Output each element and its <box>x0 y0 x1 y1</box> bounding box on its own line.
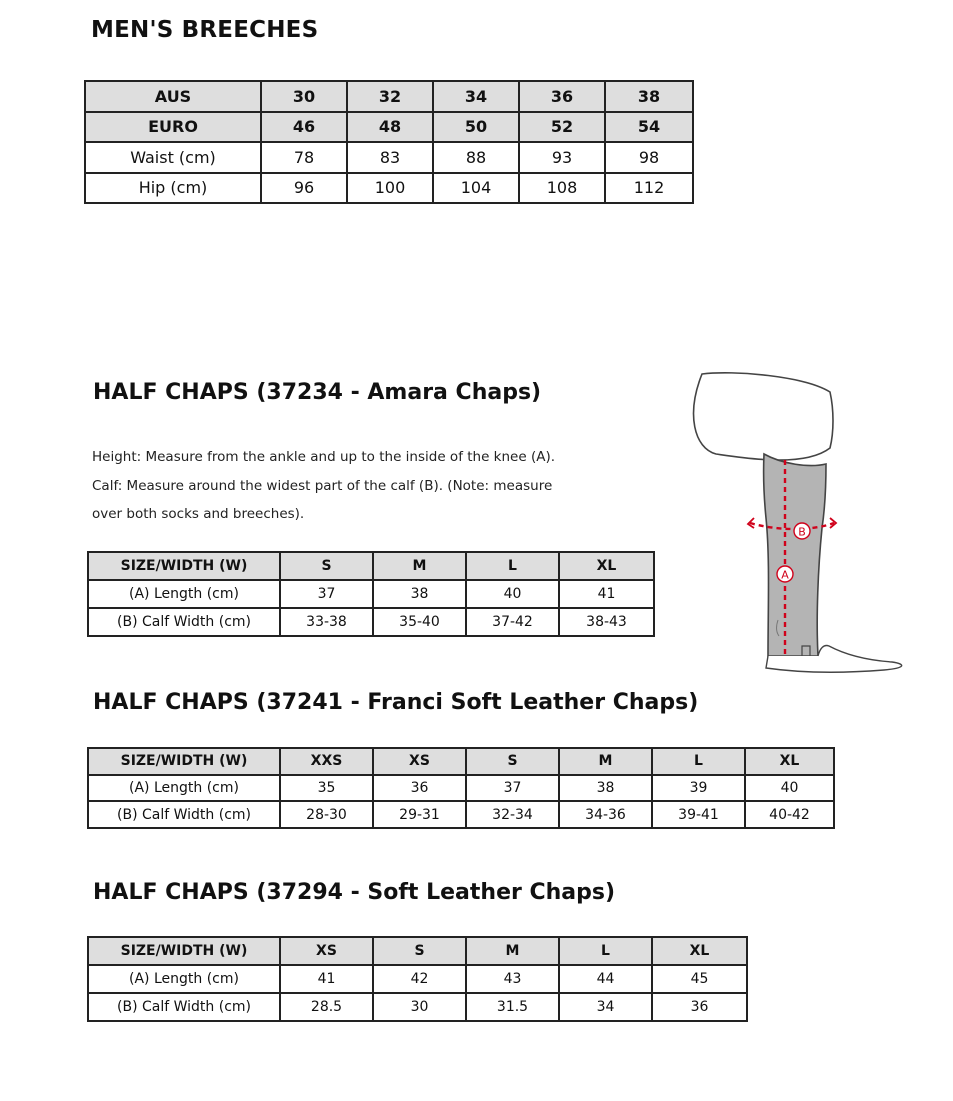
table-cell: 46 <box>261 112 347 143</box>
table-cell: 31.5 <box>466 993 559 1021</box>
table-cell: 28.5 <box>280 993 373 1021</box>
table-cell: M <box>373 552 466 580</box>
table-cell: 42 <box>373 965 466 993</box>
table-cell: 36 <box>519 81 605 112</box>
table-row <box>88 748 834 775</box>
table-cell: 54 <box>605 112 693 143</box>
soft-leather-size-table <box>87 936 748 1022</box>
table-row <box>85 173 693 204</box>
measurement-instructions <box>92 443 652 529</box>
table-cell: 29-31 <box>373 801 466 828</box>
table-cell: L <box>559 937 652 965</box>
table-cell: 40 <box>466 580 559 608</box>
table-row <box>88 608 654 636</box>
table-cell: L <box>652 748 745 775</box>
table-cell: 112 <box>605 173 693 204</box>
table-cell: (A) Length (cm) <box>88 965 280 993</box>
table-row <box>88 552 654 580</box>
table-cell: Hip (cm) <box>85 173 261 204</box>
table-cell: M <box>559 748 652 775</box>
table-cell: XL <box>559 552 654 580</box>
table-cell: SIZE/WIDTH (W) <box>88 552 280 580</box>
table-row <box>85 112 693 143</box>
table-cell: 34 <box>559 993 652 1021</box>
label-b-text: B <box>798 525 806 539</box>
table-cell: 44 <box>559 965 652 993</box>
table-cell: 30 <box>373 993 466 1021</box>
amara-chaps-title: HALF CHAPS (37234 - Amara Chaps) <box>93 380 542 405</box>
table-cell: 34 <box>433 81 519 112</box>
table-cell: S <box>466 748 559 775</box>
table-cell: 50 <box>433 112 519 143</box>
table-cell: SIZE/WIDTH (W) <box>88 748 280 775</box>
table-cell: 43 <box>466 965 559 993</box>
table-cell: 41 <box>559 580 654 608</box>
table-row <box>88 801 834 828</box>
table-cell: 83 <box>347 142 433 173</box>
table-cell: Waist (cm) <box>85 142 261 173</box>
table-row <box>88 965 747 993</box>
table-cell: (A) Length (cm) <box>88 775 280 802</box>
instruction-line: Height: Measure from the ankle and up to the inside of the knee (A). <box>92 449 556 465</box>
label-a-text: A <box>781 568 789 582</box>
table-cell: 37 <box>280 580 373 608</box>
table-cell: (A) Length (cm) <box>88 580 280 608</box>
table-cell: 35 <box>280 775 373 802</box>
table-cell: XL <box>652 937 747 965</box>
table-cell: 98 <box>605 142 693 173</box>
table-cell: 52 <box>519 112 605 143</box>
table-cell: M <box>466 937 559 965</box>
table-cell: 34-36 <box>559 801 652 828</box>
franci-chaps-title: HALF CHAPS (37241 - Franci Soft Leather Chaps) <box>93 690 699 715</box>
table-cell: 32-34 <box>466 801 559 828</box>
table-cell: 28-30 <box>280 801 373 828</box>
table-cell: L <box>466 552 559 580</box>
table-cell: 38 <box>605 81 693 112</box>
table-cell: 40 <box>745 775 834 802</box>
table-cell: 39 <box>652 775 745 802</box>
table-cell: (B) Calf Width (cm) <box>88 993 280 1021</box>
soft-leather-chaps-title: HALF CHAPS (37294 - Soft Leather Chaps) <box>93 880 616 905</box>
instruction-line: over both socks and breeches). <box>92 506 305 522</box>
instruction-line: Calf: Measure around the widest part of the calf (B). (Note: measure <box>92 477 553 494</box>
table-cell: XL <box>745 748 834 775</box>
table-cell: 100 <box>347 173 433 204</box>
knee-outline <box>694 373 833 460</box>
table-cell: 41 <box>280 965 373 993</box>
table-row <box>88 775 834 802</box>
table-cell: AUS <box>85 81 261 112</box>
table-cell: 39-41 <box>652 801 745 828</box>
table-cell: (B) Calf Width (cm) <box>88 608 280 636</box>
table-cell: 38-43 <box>559 608 654 636</box>
table-cell: S <box>280 552 373 580</box>
table-cell: EURO <box>85 112 261 143</box>
breeches-size-table <box>84 80 694 204</box>
franci-size-table <box>87 747 835 829</box>
table-cell: SIZE/WIDTH (W) <box>88 937 280 965</box>
table-cell: 78 <box>261 142 347 173</box>
half-chap-shape <box>764 454 826 656</box>
table-cell: 93 <box>519 142 605 173</box>
table-row <box>85 81 693 112</box>
table-cell: (B) Calf Width (cm) <box>88 801 280 828</box>
table-cell: 37-42 <box>466 608 559 636</box>
table-cell: 38 <box>559 775 652 802</box>
table-cell: 88 <box>433 142 519 173</box>
table-cell: 45 <box>652 965 747 993</box>
table-cell: XS <box>280 937 373 965</box>
table-row <box>85 142 693 173</box>
table-row <box>88 993 747 1021</box>
table-cell: S <box>373 937 466 965</box>
table-cell: 108 <box>519 173 605 204</box>
table-cell: 96 <box>261 173 347 204</box>
table-cell: 48 <box>347 112 433 143</box>
table-cell: 38 <box>373 580 466 608</box>
table-cell: 36 <box>373 775 466 802</box>
breeches-title: MEN'S BREECHES <box>91 17 319 43</box>
table-row <box>88 580 654 608</box>
table-cell: 40-42 <box>745 801 834 828</box>
table-cell: XXS <box>280 748 373 775</box>
table-cell: 35-40 <box>373 608 466 636</box>
table-cell: 37 <box>466 775 559 802</box>
amara-size-table <box>87 551 655 637</box>
table-cell: 30 <box>261 81 347 112</box>
leg-measurement-diagram <box>684 368 908 678</box>
table-row <box>88 937 747 965</box>
table-cell: 104 <box>433 173 519 204</box>
table-cell: 36 <box>652 993 747 1021</box>
table-cell: 32 <box>347 81 433 112</box>
table-cell: XS <box>373 748 466 775</box>
table-cell: 33-38 <box>280 608 373 636</box>
